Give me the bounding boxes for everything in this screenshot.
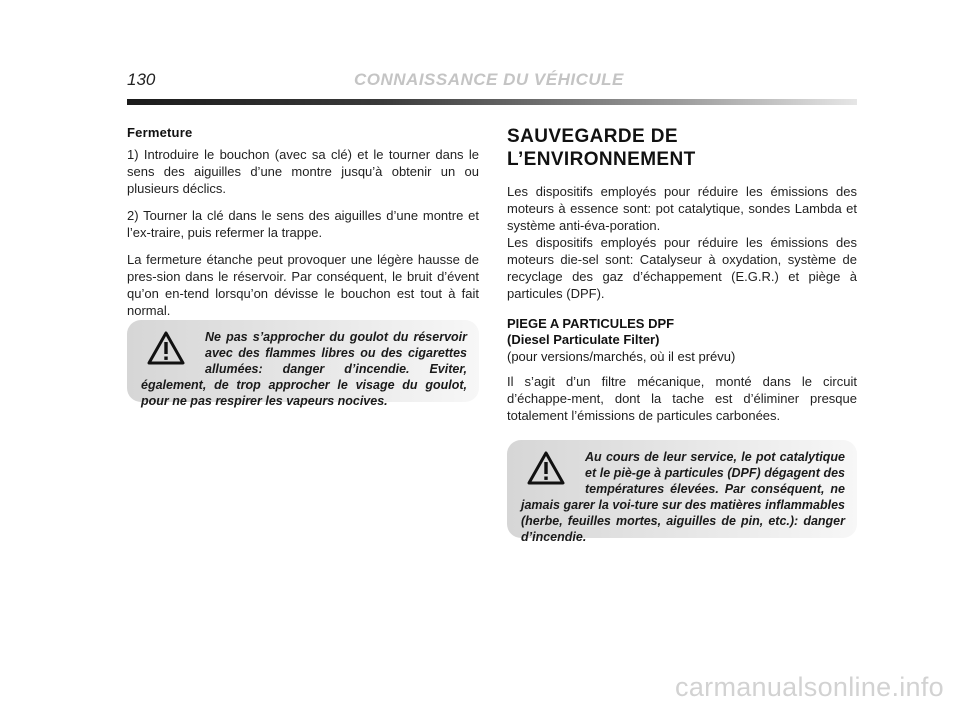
closing-heading: Fermeture [127,125,193,140]
warning-triangle-icon [147,331,197,371]
catalytic-warning-box [507,440,857,544]
closing-note: La fermeture étanche peut provoquer une légère hausse de pres-sion dans le réservoir. Par conséquent, le bruit d’évent qu’on en-tend lorsqu’on dévisse le bouchon est tout à fait normal. [127,252,479,318]
dpf-description: Il s’agit d’un filtre mécanique, monté dans le circuit d’échappe-ment, dont la tache est d’éliminer presque totalement l’émissions de particules carbonées. [507,374,857,423]
environment-heading-line-2: L’ENVIRONNEMENT [507,149,696,170]
dpf-heading [507,316,857,348]
watermark: carmanualsonline.info [675,672,944,702]
section-title: CONNAISSANCE DU VÉHICULE [354,70,624,89]
closing-step-2: 2) Tourner la clé dans le sens des aiguilles d’une montre et l’ex-traire, puis refermer la trappe. [127,208,479,240]
fuel-warning-text: Ne pas s’approcher du goulot du réservoir avec des flammes libres ou des cigarettes allumées: danger d’incendie. Eviter, également, de trop approcher le visage du goulot, pour ne pas respirer les vapeurs nocives. [141,330,467,408]
environment-heading-line-1: SAUVEGARDE DE [507,126,678,147]
warning-triangle-icon [527,451,577,491]
environment-heading [507,125,857,171]
dpf-availability-note: (pour versions/marchés, où il est prévu) [507,349,736,364]
header-rule [127,99,857,105]
dpf-heading-line-1: PIEGE A PARTICULES DPF [507,316,675,331]
closing-step-1: 1) Introduire le bouchon (avec sa clé) et le tourner dans le sens des aiguilles d’une montre jusqu’à obtenir un ou plusieurs déclics. [127,147,479,196]
fuel-warning-box [127,320,479,408]
page-number: 130 [127,70,156,89]
dpf-heading-line-2: (Diesel Particulate Filter) [507,332,660,347]
diesel-emissions-paragraph: Les dispositifs employés pour réduire les émissions des moteurs die-sel sont: Catalyseur à oxydation, système de recyclage des gaz d’échappement (E.G.R.) et piège à particules (DPF). [507,235,857,301]
right-column [507,125,857,434]
left-column [127,125,479,329]
petrol-emissions-paragraph: Les dispositifs employés pour réduire les émissions des moteurs à essence sont: pot catalytique, sondes Lambda et système anti-éva-poration. [507,184,857,233]
catalytic-warning-text: Au cours de leur service, le pot catalytique et le piè-ge à particules (DPF) dégagent des températures élevées. Par conséquent, ne jamais garer la voi-ture sur des matières inflammables (herbe, feuilles mortes, aiguilles de pin, etc.): danger d’incendie. [521,450,845,544]
